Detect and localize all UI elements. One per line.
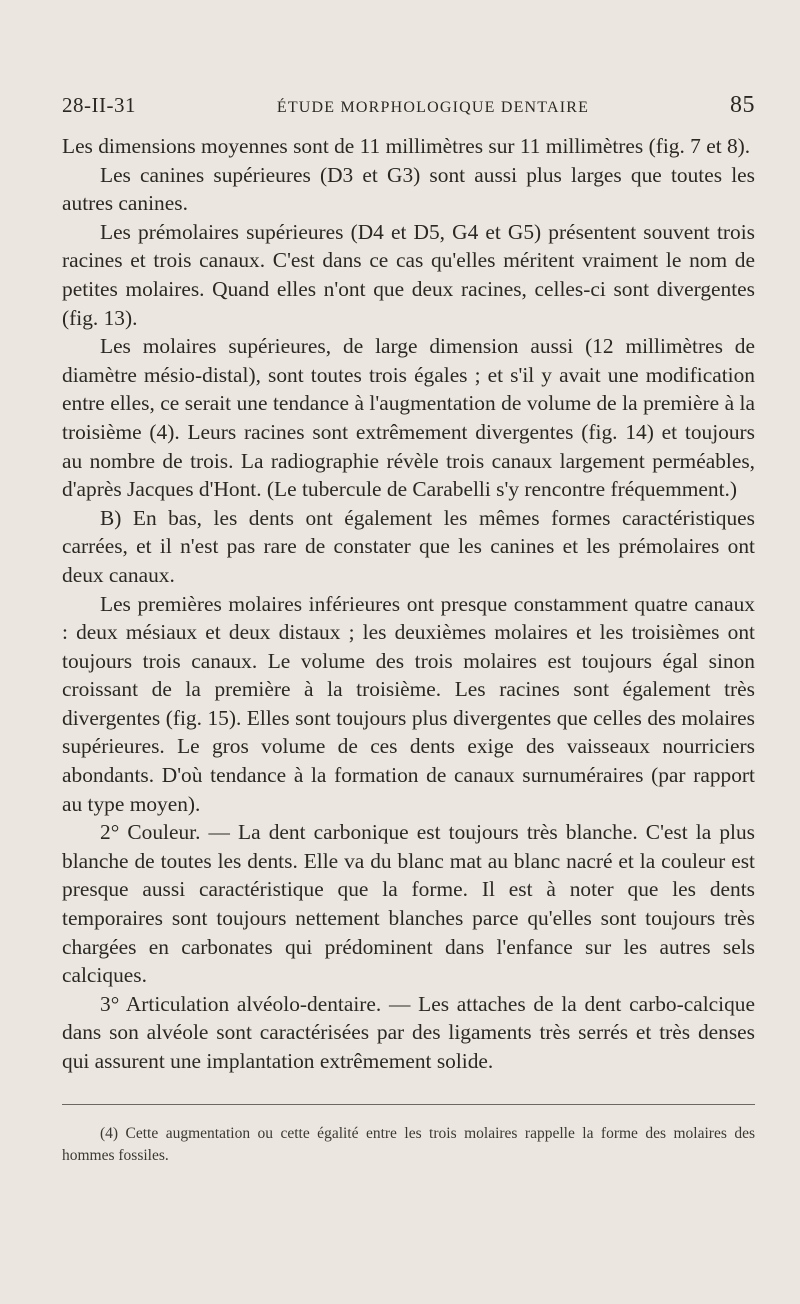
paragraph-1: Les dimensions moyennes sont de 11 millimètres sur 11 millimètres (fig. 7 et 8). xyxy=(62,134,751,158)
paragraph-3: Les prémolaires supérieures (D4 et D5, G4 et G5) présentent souvent trois racines et trois canaux. C'est dans ce cas qu'elles méritent vraiment le nom de petites molaires. Quand elles n'ont que deux racines, celles-ci sont divergentes (fig. 13). xyxy=(62,219,755,330)
paragraph-4: Les molaires supérieures, de large dimension aussi (12 millimètres de diamètre mésio-distal), sont toutes trois égales ; et s'il y avait une modification entre elles, ce serait une tendance à l'augmentation de volume de la première à la troisième (4). Leurs racines sont extrêmement divergentes (fig. 14) et toujours au nombre de trois. La radiographie révèle trois canaux largement perméables, d'après Jacques d'Hont. (Le tubercule de Carabelli s'y rencontre fréquemment.) xyxy=(62,334,755,502)
page xyxy=(62,92,755,1167)
header-date: 28-II-31 xyxy=(62,93,136,117)
paragraph-7: 2° Couleur. — La dent carbonique est toujours très blanche. C'est la plus blanche de toutes les dents. Elle va du blanc mat au blanc nacré et la couleur est presque aussi caractéristique que la forme. Il est à noter que les dents temporaires sont toujours nettement blanches parce qu'elles sont toujours très chargées en carbonates qui prédominent dans l'enfance sur les autres sels calciques. xyxy=(62,820,755,988)
footnote: (4) Cette augmentation ou cette égalité entre les trois molaires rappelle la forme des molaires des hommes fossiles. xyxy=(62,1124,755,1164)
paragraph-5: B) En bas, les dents ont également les mêmes formes caractéristiques carrées, et il n'est pas rare de constater que les canines et les prémolaires ont deux canaux. xyxy=(62,505,755,587)
paragraph-8: 3° Articulation alvéolo-dentaire. — Les attaches de la dent carbo-calcique dans son alvéole sont caractérisées par des ligaments très serrés et très denses qui assurent une implantation extrêmement solide. xyxy=(62,991,755,1073)
body-text xyxy=(62,132,755,1076)
footnote-divider xyxy=(62,1104,755,1105)
header-title: ÉTUDE MORPHOLOGIQUE DENTAIRE xyxy=(276,99,590,116)
page-number: 85 xyxy=(730,92,755,118)
paragraph-6: Les premières molaires inférieures ont presque constamment quatre canaux : deux mésiaux et deux distaux ; les deuxièmes molaires et les troisièmes ont toujours trois canaux. Le volume des trois molaires est toujours égal sinon croissant de la première à la troisième. Les racines sont également très divergentes (fig. 15). Elles sont toujours plus divergentes que celles des molaires supérieures. Le gros volume de ces dents exige des vaisseaux nourriciers abondants. D'où tendance à la formation de canaux surnuméraires (par rapport au type moyen). xyxy=(62,591,755,816)
running-header xyxy=(62,92,755,132)
paragraph-2: Les canines supérieures (D3 et G3) sont aussi plus larges que toutes les autres canines. xyxy=(62,162,755,216)
